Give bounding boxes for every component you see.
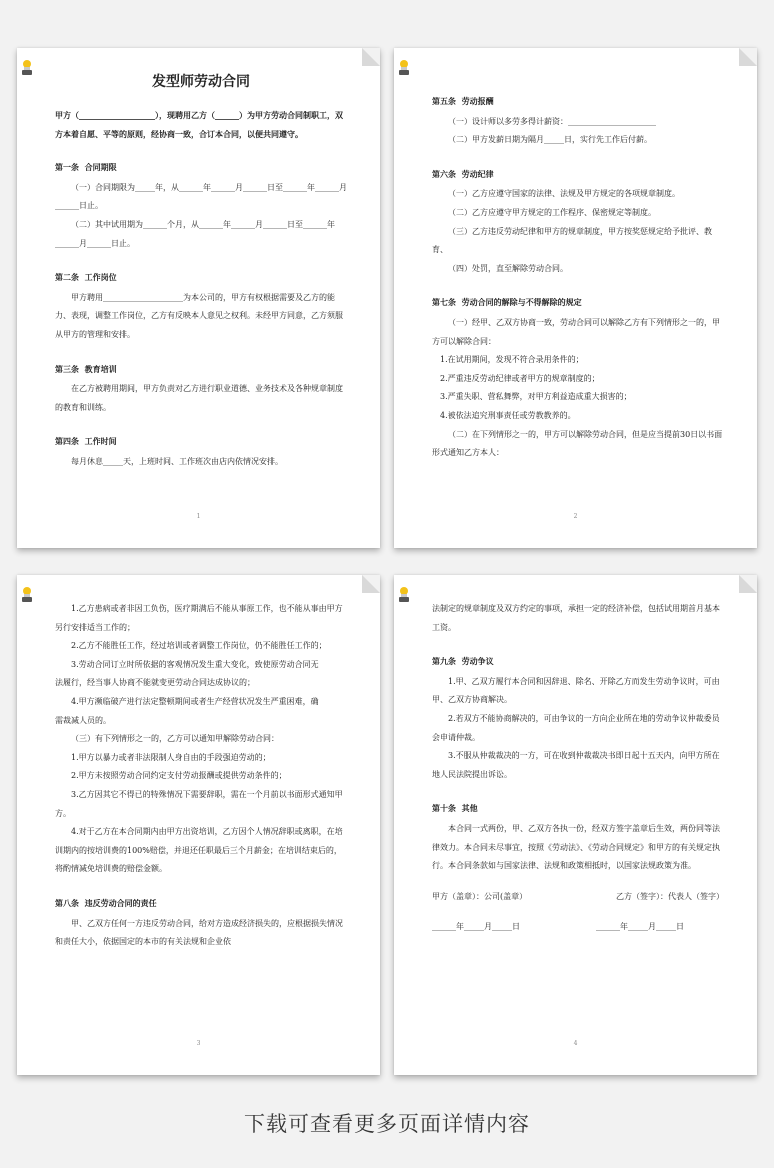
page-fold-corner: [739, 575, 757, 593]
section-heading: 第八条 违反劳动合同的责任: [55, 897, 157, 908]
document-page-2: [394, 48, 757, 548]
section-heading: 第七条 劳动合同的解除与不得解除的规定: [432, 297, 582, 308]
pushpin-icon: [399, 587, 409, 603]
section-heading: 第十条 其他: [432, 803, 478, 814]
paragraph: 甲方聘用____________________为本公司的，甲方有权根据需要及乙方的能力、表现，调整工作岗位，乙方有反映本人意见之权利。未经甲方同意，乙方须服从甲方的管理和安排。: [55, 292, 343, 339]
pushpin-icon: [22, 587, 32, 603]
page-content: [432, 600, 724, 937]
paragraph: （一）设计师以多劳多得计薪资：______________________: [448, 116, 656, 126]
document-page-4: [394, 575, 757, 1075]
page-fold-corner: [362, 48, 380, 66]
list-item: 法履行，经当事人协商不能就变更劳动合同达成协议的；: [55, 678, 255, 688]
list-item: 1.乙方患病或者非因工负伤，医疗期满后不能从事原工作，也不能从事由甲方另行安排适当工作的；: [55, 604, 343, 632]
party-b-signature: 乙方（签字）：代表人（签字）: [616, 891, 724, 901]
list-item: 3.劳动合同订立时所依据的客观情况发生重大变化，致使原劳动合同无: [71, 659, 319, 669]
paragraph: （二）甲方发薪日期为隔月_____日，实行先工作后付薪。: [448, 135, 652, 145]
document-page-1: [17, 48, 380, 548]
paragraph: （一）乙方应遵守国家的法律、法规及甲方规定的各项规章制度。: [448, 189, 680, 199]
list-item: 4.甲方濒临破产进行法定整顿期间或者生产经营状况发生严重困难，确: [71, 696, 319, 706]
list-item: 1.甲方以暴力或者非法限制人身自由的手段强迫劳动的；: [71, 752, 271, 762]
list-item: 需裁减人员的。: [55, 715, 111, 725]
download-more-caption: 下载可查看更多页面详情内容: [244, 1112, 530, 1136]
contract-title: 发型师劳动合同: [152, 74, 250, 90]
page-number: 3: [196, 1040, 201, 1047]
document-page-3: [17, 575, 380, 1075]
paragraph: （一）合同期限为_____年，从______年______月______日至______年______月______日止。: [55, 182, 347, 211]
section-heading: 第二条 工作岗位: [55, 272, 117, 283]
section-heading: 第一条 合同期限: [55, 162, 117, 173]
signature-row: [432, 888, 724, 907]
paragraph: 法制定的规章制度及双方约定的事项，承担一定的经济补偿，包括试用期首月基本工资。: [432, 604, 720, 632]
page-content: [432, 92, 724, 463]
paragraph: 本合同一式两份，甲、乙双方各执一份，经双方签字盖章后生效，两份同等法律效力。本合同未尽事宜，按照《劳动法》、《劳动合同规定》和甲方的有关规定执行。本合同条款如与国家法律、法规和政策相抵时，以国家法规政策为准。: [432, 823, 720, 871]
page-content: [55, 70, 347, 472]
paragraph: 在乙方被聘用期间，甲方负责对乙方进行职业道德、业务技术及各种规章制度的教育和训练。: [55, 384, 343, 412]
paragraph: 甲、乙双方任何一方违反劳动合同，给对方造成经济损失的，应根据损失情况和责任大小，依据国定的本市的有关法规和企业依: [55, 918, 343, 947]
page-content: [55, 600, 347, 952]
section-heading: 第九条 劳动争议: [432, 656, 494, 667]
paragraph: 1.甲、乙双方履行本合同和因辞退、除名、开除乙方而发生劳动争议时，可由甲、乙双方协商解决。: [432, 676, 720, 705]
paragraph: 每月休息_____天，上班时间、工作班次由店内依情况安排。: [71, 456, 283, 466]
list-item: 3.乙方因其它不得已的特殊情况下需要辞职，需在一个月前以书面形式通知甲方。: [55, 789, 343, 818]
paragraph: （三）乙方违反劳动纪律和甲方的规章制度，甲方按奖惩规定给予批评、教育、: [432, 226, 712, 255]
pushpin-icon: [399, 60, 409, 76]
list-item: 4.被依法追究刑事责任或劳教教养的。: [440, 410, 576, 420]
list-item: 2.甲方未按照劳动合同约定支付劳动报酬或提供劳动条件的；: [71, 771, 287, 781]
paragraph: （三）有下列情形之一的，乙方可以通知甲解除劳动合同：: [71, 734, 279, 744]
section-heading: 第四条 工作时间: [55, 436, 117, 447]
list-item: 2.严重违反劳动纪律或者甲方的规章制度的；: [440, 373, 600, 383]
party-a-signature: 甲方（盖章）：公司(盖章）: [432, 891, 528, 901]
section-heading: 第六条 劳动纪律: [432, 168, 494, 179]
section-heading: 第三条 教育培训: [55, 363, 117, 374]
party-a-date: ______年_____月_____日: [432, 922, 520, 932]
paragraph: （一）经甲、乙双方协商一致，劳动合同可以解除乙方有下列情形之一的，甲方可以解除合同：: [432, 317, 720, 346]
paragraph: 3.不服从仲裁裁决的一方，可在收到仲裁裁决书即日起十五天内，向甲方所在地人民法院提出诉讼。: [432, 751, 720, 779]
list-item: 1.在试用期间，发现不符合录用条件的；: [440, 355, 584, 365]
date-row: [432, 918, 724, 937]
page-fold-corner: [739, 48, 757, 66]
party-b-date: ______年_____月_____日: [596, 922, 684, 932]
list-item: 4.对于乙方在本合同期内由甲方出资培训，乙方因个人情况辞职或离职，在培训期内的按培训费的100%赔偿，并退还任职最后三个月薪金；在培训结束后的，将酌情减免培训费的赔偿金额。: [55, 827, 343, 874]
page-number: 2: [573, 513, 578, 520]
page-number: 4: [573, 1040, 578, 1047]
section-heading: 第五条 劳动报酬: [432, 96, 494, 106]
paragraph: （二）其中试用期为______个月，从______年______月______日至______年______月______日止。: [55, 219, 335, 248]
page-number: 1: [196, 513, 201, 520]
paragraph: （二）在下列情形之一的，甲方可以解除劳动合同，但是应当提前30日以书面形式通知乙方本人：: [432, 429, 723, 458]
paragraph: （四）处罚，直至解除劳动合同。: [448, 263, 568, 273]
page-fold-corner: [362, 575, 380, 593]
pushpin-icon: [22, 60, 32, 76]
paragraph: （二）乙方应遵守甲方规定的工作程序、保密规定等制度。: [448, 207, 656, 217]
list-item: 3.严重失职、营私舞弊，对甲方利益造成重大损害的；: [440, 392, 632, 402]
list-item: 2.乙方不能胜任工作，经过培训或者调整工作岗位，仍不能胜任工作的；: [71, 641, 327, 651]
intro-paragraph: 甲方（___________________），现聘用乙方（______）为甲方劳动合同制职工，双方本着自愿、平等的原则，经协商一致，合订本合同，以便共同遵守。: [55, 110, 343, 139]
paragraph: 2.若双方不能协商解决的，可由争议的一方向企业所在地的劳动争议仲裁委员会申请仲裁。: [432, 713, 720, 742]
